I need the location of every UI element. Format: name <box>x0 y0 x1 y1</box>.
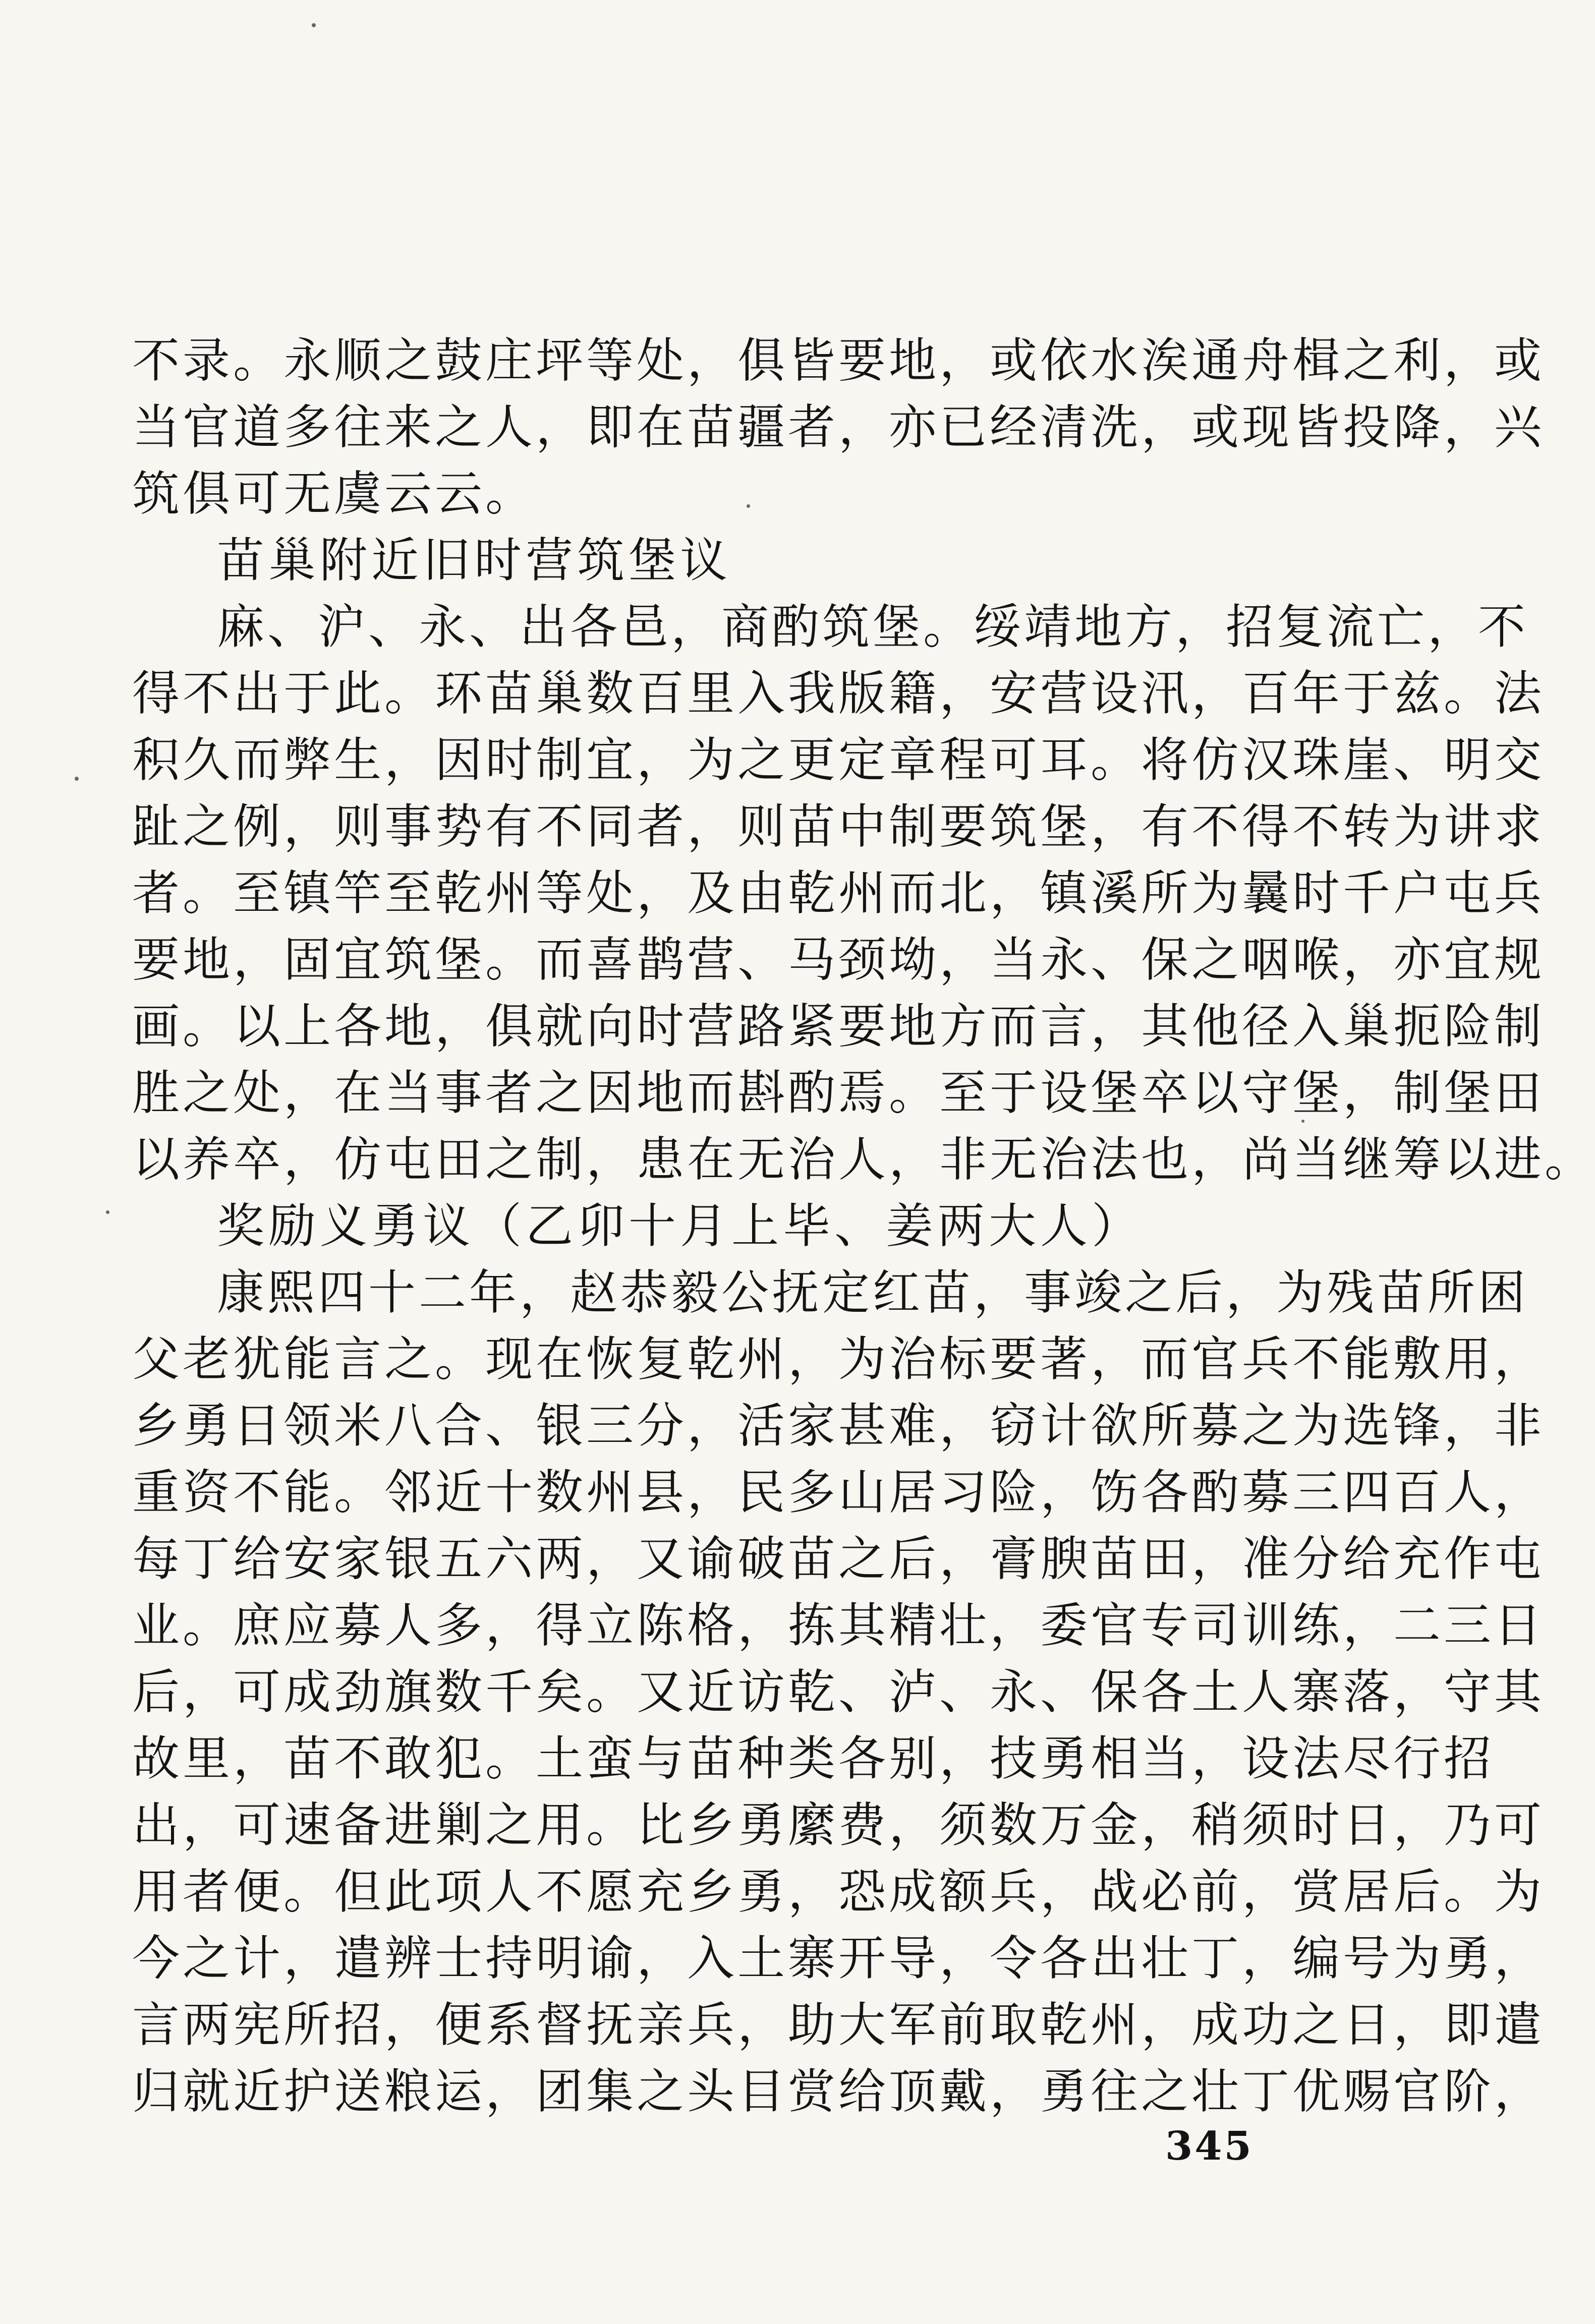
text-line: 父老犹能言之。现在恢复乾州，为治标要著，而官兵不能敷用， <box>132 1332 1545 1387</box>
text-line: 趾之例，则事势有不同者，则苗中制要筑堡，有不得不转为讲求 <box>132 799 1545 854</box>
text-line: 今之计，遣辨士持明谕，入土寨开导，令各出壮丁，编号为勇， <box>132 1931 1545 1986</box>
text-line: 后，可成劲旗数千矣。又近访乾、泸、永、保各土人寨落，守其 <box>132 1665 1545 1720</box>
text-line: 康熙四十二年，赵恭毅公抚定红苗，事竣之后，为残苗所困 <box>217 1265 1529 1320</box>
section-heading: 奖励义勇议（乙卯十月上毕、姜两大人） <box>217 1199 1144 1254</box>
text-page <box>132 328 1595 2125</box>
text-line: 重资不能。邻近十数州县，民多山居习险，饬各酌募三四百人， <box>132 1465 1545 1520</box>
paragraph-3 <box>132 1260 1545 2125</box>
text-line: 出，可速备进剿之用。比乡勇縻费，须数万金，稍须时日，乃可 <box>132 1798 1545 1853</box>
paragraph-1 <box>132 328 1545 528</box>
text-line: 言两宪所招，便系督抚亲兵，助大军前取乾州，成功之日，即遣 <box>132 1998 1545 2053</box>
text-line: 者。至镇竿至乾州等处，及由乾州而北，镇溪所为曩时千户屯兵 <box>132 866 1545 921</box>
text-line: 要地，固宜筑堡。而喜鹊营、马颈坳，当永、保之咽喉，亦宜规 <box>132 933 1545 987</box>
section-heading: 苗巢附近旧时营筑堡议 <box>217 533 732 588</box>
text-line: 得不出于此。环苗巢数百里入我版籍，安营设汛，百年于兹。法 <box>132 666 1545 721</box>
scan-speck <box>75 777 79 781</box>
text-line: 乡勇日领米八合、银三分，活家甚难，窃计欲所募之为选锋，非 <box>132 1399 1545 1454</box>
text-line: 故里，苗不敢犯。土蛮与苗种类各别，技勇相当，设法尽行招 <box>132 1731 1495 1786</box>
text-line: 每丁给安家银五六两，又谕破苗之后，膏腴苗田，准分给充作屯 <box>132 1532 1545 1587</box>
text-line: 麻、沪、永、出各邑，商酌筑堡。绥靖地方，招复流亡，不 <box>217 600 1529 655</box>
page-number: 345 <box>1165 2123 1254 2169</box>
text-line: 归就近护送粮运，团集之头目赏给顶戴，勇往之壮丁优赐官阶， <box>132 2064 1545 2119</box>
text-line: 当官道多往来之人，即在苗疆者，亦已经清洗，或现皆投降，兴 <box>132 400 1545 455</box>
text-line: 积久而弊生，因时制宜，为之更定章程可耳。将仿汉珠崖、明交 <box>132 733 1545 788</box>
text-line: 胜之处，在当事者之因地而斟酌焉。至于设堡卒以守堡，制堡田 <box>132 1066 1545 1121</box>
text-line: 画。以上各地，俱就向时营路紧要地方而言，其他径入巢扼险制 <box>132 999 1545 1054</box>
text-line: 以养卒，仿屯田之制，患在无治人，非无治法也，尚当继筹以进。 <box>132 1132 1595 1187</box>
text-line: 业。庶应募人多，得立陈格，拣其精壮，委官专司训练，二三日 <box>132 1598 1545 1653</box>
scan-speck <box>312 23 316 27</box>
text-line: 筑俱可无虞云云。 <box>132 467 536 521</box>
text-line: 不录。永顺之鼓庄坪等处，俱皆要地，或依水涘通舟楫之利，或 <box>132 333 1545 388</box>
text-line: 用者便。但此项人不愿充乡勇，恐成额兵，战必前，赏居后。为 <box>132 1865 1545 1920</box>
paragraph-2 <box>132 594 1595 1193</box>
scan-speck <box>106 1210 109 1214</box>
